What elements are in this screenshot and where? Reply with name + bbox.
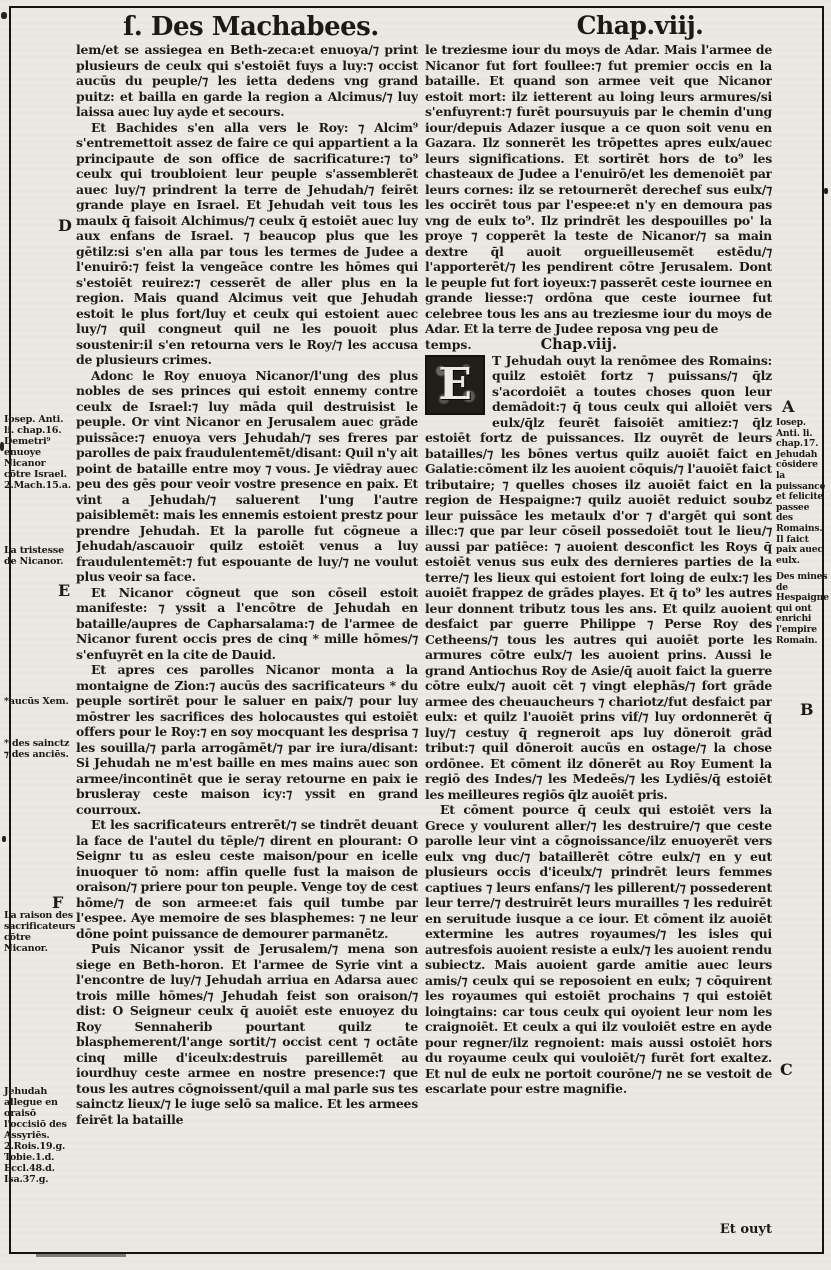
margin-note-mines: Des mines de Hespaigne qui ont enrichi l'empire Romain. (776, 571, 829, 646)
paragraph: Et les sacrificateurs entrerēt/⁊ se tindrēt deuant la face de l'autel du tēple/⁊ dirent en plourant: O Seignr tu as esleu ceste maison/pour en icelle inuoquer tō nom: affin quelle fust la maison de oraison/⁊ priere pour ton peuple. Venge toy de cest hōme/⁊ de son armee:et fais quil tumbe par l'espee. Aye memoire de ses blasphemes: ⁊ ne leur dōne point puissance de demourer parmanētz. (76, 817, 418, 941)
catchword: Et ouyt (719, 1222, 772, 1237)
section-letter-c: C (780, 1060, 793, 1079)
chapter-heading-line (425, 337, 772, 353)
scan-speck (1, 12, 7, 19)
paragraph: Puis Nicanor yssit de Jerusalem/⁊ mena son siege en Beth-horon. Et l'armee de Syrie vint a l'encontre de luy/⁊ Jehudah arriua en Adarsa auec trois mille hōmes/⁊ Jehudah feist son oraison/⁊ dist: O Seigneur ceulx q̄ auoiēt este enuoyez du Roy Sennaherib pourtant quilz te blasphemerent/l'ange sortit/⁊ occist cent ⁊ octāte cinq mille d'iceulx:destruis pareillemēt au iourdhuy ceste armee en nostre presence:⁊ que tous les autres cōgnoissent/quil a mal parle sus tes sainctz lieux/⁊ le iuge selō sa malice. Et les armees feirēt la bataille (76, 941, 418, 1127)
section-letter-a: A (782, 397, 795, 416)
paragraph: Et Nicanor cōgneut que son cōseil estoit manifeste: ⁊ yssit a l'encōtre de Jehudah en bataille/aupres de Capharsalama:⁊ de l'armee de Nicanor furent occis pres de cinq * mille hōmes/⁊ s'enfuyrēt en la cite de Dauid. (76, 584, 418, 662)
paragraph: lem/et se assiegea en Beth-zeca:et enuoya/⁊ print plusieurs de ceulx qui s'estoiēt fuys a luy:⁊ occist aucūs du peuple/⁊ les ietta dedens vng grand puitz: et bailla en garde la region a Alcimus/⁊ luy laissa auec luy ayde et secours. (76, 42, 418, 119)
scan-speck (36, 1254, 126, 1257)
paragraph: Et Bachides s'en alla vers le Roy: ⁊ Alcim⁹ s'entremettoit assez de faire ce qui appartient a la principaute de son office de sacrificature:⁊ to⁹ ceulx qui troubloient leur peuple s'assemblerēt auec luy/⁊ prindrent la terre de Jehudah/⁊ feirēt grande playe en Israel. Et Jehudah veit tous les maulx q̄ faisoit Alchimus/⁊ ceulx q̄ estoiēt auec luy aux enfans de Israel. ⁊ beaucop plus que les gētilz:si s'en alla par tous les termes de Judee a l'enuirō:⁊ feist la vengeāce contre les hōmes qui s'estoiēt reuirez:⁊ cesserēt de aller plus en la region. Mais quand Alcimus veit que Jehudah estoit le plus fort/luy et ceulx qui estoient auec luy/⁊ quil congneut quil ne les pouoit plus soustenir:il s'en retourna vers le Roy/⁊ les accusa de plusieurs crimes. (76, 119, 418, 367)
margin-note-aucuns: *aucūs Xem. (4, 696, 69, 707)
scan-speck (2, 836, 6, 842)
paragraph-end-word: temps. (425, 336, 472, 352)
paragraph: Et apres ces parolles Nicanor monta a la montaigne de Zion:⁊ aucūs des sacrificateurs * du peuple sortirēt pour le saluer en paix/⁊ pour luy mōstrer les sacrifices des holocaustes qui estoiēt offers pour le Roy:⁊ en soy mocquant les desprisa ⁊ les souilla/⁊ parla arrogāmēt/⁊ par ire iura/disant: Si Jehudah ne m'est baille en mes mains auec son armee/incontinēt que ie seray retourne en paix ie brusleray ceste maison icy:⁊ yssit en grand courroux. (76, 662, 418, 817)
chapter-heading: Chap.viij. (540, 335, 618, 353)
margin-note-josephus-right: Iosep. Anti. li. chap.17. Jehudah cōsidere la puissance et felicite passee des Romains. Il faict paix auec eulx. (776, 417, 826, 566)
text-column-left (76, 42, 418, 1172)
running-title-right: Chap.viij. (576, 11, 704, 40)
woodcut-initial (425, 355, 485, 415)
section-letter-d: D (58, 216, 72, 235)
scan-speck (0, 442, 4, 451)
section-letter-e: E (58, 581, 71, 600)
scan-speck (824, 188, 828, 194)
margin-note-raison: La raison des sacrificateurs cōtre Nicanor. (4, 910, 76, 954)
margin-note-references: Jehudah allegue en oraisō l'occisiō des Assyriēs. 2.Rois.19.g. Tobie.1.d. Eccl.48.d. Isa.37.g. (4, 1086, 67, 1185)
paragraph: Adonc le Roy enuoya Nicanor/l'ung des plus nobles de ses princes qui estoit ennemy contre ceulx de Israel:⁊ luy māda quil destruisist le peuple. Or vint Nicanor en Jerusalem auec grāde puissāce:⁊ enuoya vers Jehudah/⁊ ses freres par parolles de paix fraudulentemēt/disant: Quil n'y ait point de bataille entre moy ⁊ vous. Je viēdray auec peu des gēs pour veoir vostre presence en paix. Et vint a Jehudah/⁊ saluerent l'ung l'autre paisiblemēt: mais les ennemis estoient prestz pour prendre Jehudah. Et la parolle fut cōgneue a Jehudah/ascauoir quilz estoiēt venus a luy fraudulentemēt:⁊ fut espouante de luy/⁊ ne voulut plus veoir sa face. (76, 367, 418, 584)
margin-note-josephus-left: Iosep. Anti. li. chap.16. Demetri⁹ enuoye Nicanor cōtre Israel. 2.Mach.15.a. (4, 414, 71, 491)
section-letter-f: F (52, 893, 64, 912)
paragraph (425, 353, 772, 803)
text-column-right (425, 42, 772, 1234)
margin-note-sainctz: * des sainctz ⁊ des anciēs. (4, 738, 70, 760)
paragraph: le treziesme iour du moys de Adar. Mais l'armee de Nicanor fut fort foullee:⁊ fut premier occis en la bataille. Et quand son armee veit que Nicanor estoit mort: ilz ietterent au loing leurs armures/si s'enfuyrent:⁊ furēt poursuyuis par le chemin d'ung iour/depuis Adazer iusque a ce quon soit venu en Gazara. Ilz sonnerēt les trōpettes apres eulx/auec leurs significations. Et sortirēt hors de to⁹ les chasteaux de Judee a l'enuirō/et les demenoiēt par leurs cornes: ilz se retournerēt derechef sus eulx/⁊ les occirēt tous par l'espee:et n'y en demoura pas vng de eulx to⁹. Ilz prindrēt les despouilles po' la proye ⁊ copperēt la teste de Nicanor/⁊ sa main dextre q̄l auoit orgueilleusemēt estēdu/⁊ l'apporterēt/⁊ les pendirent cōtre Jerusalem. Dont le peuple fut fort ioyeux:⁊ passerēt ceste iournee en grande liesse:⁊ ordōna que ceste iournee fut celebree tous les ans au treziesme iour du moys de Adar. Et la terre de Judee reposa vng peu de (425, 42, 772, 336)
paragraph-text: T Jehudah ouyt la renōmee des Romains: quilz estoiēt fortz ⁊ puissans/⁊ q̄lz s'acordoiēt a toutes choses quon leur demādoit:⁊ q̄ tous ceulx qui alloiēt vers eulx/q̄lz feurēt faisoiēt amitiez:⁊ q̄lz estoiēt fortz de puissances. Ilz ouyrēt de leurs batailles/⁊ les bōnes vertus quilz auoiēt faict en Galatie:cōment ilz les auoient cōquis/⁊ l'auoiēt faict tributaire; ⁊ quelles choses ilz auoiēt faict en la region de Hespaigne:⁊ quilz auoiēt reduict soubz leur puissāce les metaulx d'or ⁊ d'argēt qui sont illec:⁊ que par leur cōseil possedoiēt tout le lieu/⁊ aussi par patiēce: ⁊ auoient desconfict les Roys q̄ estoiēt venus sus eulx des dernieres parties de la terre/⁊ les lieux qui estoient fort loing de eulx:⁊ les auoiēt frappez de grādes playes. Et q̄ to⁹ les autres leur donnent tributz tous les ans. Et quilz auoient desfaict par guerre Philippe ⁊ Perse Roy des Cetheens/⁊ tous les autres qui auoiēt porte les armures cōtre eulx/⁊ les auoient prins. Aussi le grand Antiochus Roy de Asie/q̄ auoit faict la guerre cōtre eulx/⁊ auoit cēt ⁊ vingt elephās/⁊ fort grāde armee des cheuaucheurs ⁊ chariotz/fut desfaict par eulx: et quilz l'auoiēt prins vif/⁊ luy ordonnerēt q̄ luy/⁊ cestuy q̄ regneroit aps luy dōneroit grād tribut:⁊ quil dōneroit aucūs en ostage/⁊ la chose ordōnee. Et cōment ilz dōnerēt au Roy Eument la regiō des Indes/⁊ les Medeēs/⁊ les Lydiēs/q̄ estoiēt les meilleures regiōs q̄lz auoiēt pris. (425, 352, 772, 802)
paragraph: Et cōment pource q̄ ceulx qui estoiēt vers la Grece y voulurent aller/⁊ les destruire/⁊ que ceste parolle leur vint a cōgnoissance/ilz enuoyerēt vers eulx vng duc/⁊ bataillerēt cōtre eulx/⁊ en y eut plusieurs occis d'iceulx/⁊ prindrēt leurs femmes captiues ⁊ leurs enfans/⁊ les pillerent/⁊ possederent leur terre/⁊ destruirēt leurs murailles ⁊ les reduirēt en seruitude iusque a ce iour. Et cōment ilz auoiēt extermine les autres royaumes/⁊ les isles qui autresfois auoient resiste a eulx/⁊ les auoient rendu subiectz. Mais auoient garde amitie auec leurs amis/⁊ ceulx qui se reposoient en eulx; ⁊ cōquirent les royaumes qui estoiēt prochains ⁊ qui estoiēt loingtains: car tous ceulx qui oyoient leur nom les craignoiēt. Et ceulx a qui ilz vouloiēt estre en ayde pour regner/ilz regnoient: mais aussi ostoiēt hors du royaume ceulx qui vouloiēt/⁊ furēt fort exaltez. Et nul de eulx ne portoit courōne/⁊ ne se vestoit de escarlate pour estre magnifie. (425, 802, 772, 1096)
drop-cap-letter: E (438, 358, 472, 410)
running-title-left: ſ. Des Machabees. (123, 12, 379, 42)
margin-note-tristesse: La tristesse de Nicanor. (4, 545, 64, 567)
section-letter-b: B (800, 700, 814, 719)
